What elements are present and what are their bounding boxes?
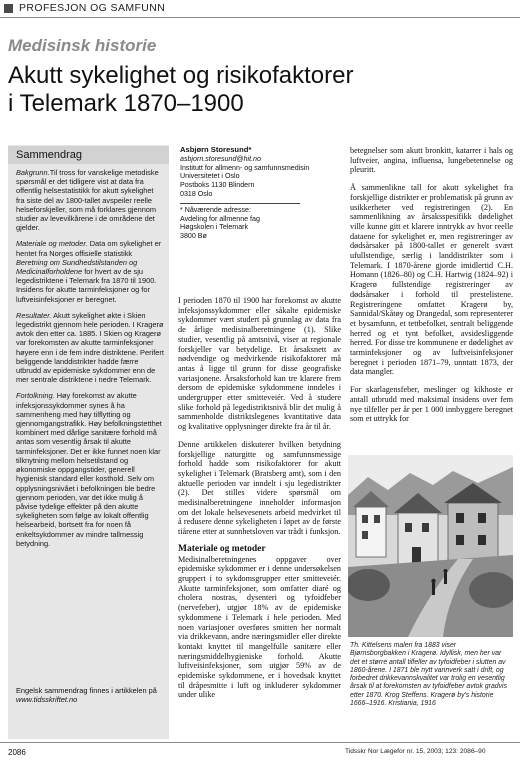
section-marker-icon <box>4 4 13 13</box>
section-heading-materiale: Materiale og metoder <box>178 543 266 554</box>
painting-image <box>348 455 513 637</box>
author-address-4: 0318 Oslo <box>180 189 213 198</box>
author-note-2: Avdeling for allmenne fag <box>180 214 260 223</box>
body-paragraph-3: Medisinalberetningenes oppgaver over epidemiske sykdommer er i denne undersøkelsen gruppert i to sykdomsgrupper etter smitteveiér. Akutte tarminfeksjoner, som omfatter diaré og cholera nostras, dysenteri og tyfoidfeber (nervefeber), utgjør 18% av de epidemiske sykdommene i Telemark i hele perioden. Med noen variasjoner overføres smitten her normalt via drikkevann, andre næringsmidler eller direkte kontakt knyttet til mangelfulle sanitære eller næringsmiddelhygieniske forhold. Akutte luftveisinfeksjoner, som utgjør 59% av de epidemiske sykdommene, er i hovedsak knyttet til dråpesmitte i luft og inkluderer sykdommer under ulike <box>178 554 341 700</box>
page-number: 2086 <box>8 748 26 757</box>
footer-divider <box>0 742 520 743</box>
journal-link[interactable]: www.tidsskriftet.no <box>16 695 78 705</box>
body-paragraph-6: For skarlagensfeber, meslinger og kikhoste er antall utbrudd med maksimal insidens over fem nye tilfeller per år per 1 000 innbyggere beregnet som et uttrykk for <box>350 385 513 424</box>
author-address-2: Universitetet i Oslo <box>180 172 240 181</box>
author-note-4: 3800 Bø <box>180 232 207 241</box>
summary-fortolkning: Fortolkning. Høy forekomst av akutte infeksjonssykdommer synes å ha sammenheng med høy tilflytting og gjennomgangstrafikk. Høy befolkningstetthet kombinert med dårlige sanitære forhold må antas som vesentlig årsak til akutte tarminfeksjoner. Det er ikke funnet noen klar tilknytning mellom helsetilstand og økonomiske oppgangstider, generell hygienisk standard eller kosthold. Selv om opplysningsnivået i befolkningen ble bedre gjennom perioden, var det ikke mulig å påvise tydelige effekter på den akutte sykeligheten som følge av lokalt offentlig helsearbeid, bortsett fra for noen få enkeltsykdommer av mindre tallmessig betydning. <box>16 391 162 548</box>
section-header <box>0 0 520 18</box>
title-line-1: Akutt sykelighet og risikofaktorer <box>8 62 354 89</box>
article-title <box>8 62 508 118</box>
author-name: Asbjørn Storesund* <box>180 145 252 154</box>
author-email[interactable]: asbjorn.storesund@hit.no <box>180 154 261 163</box>
figure-caption: Th. Kittelsens maleri fra 1883 viser Bjørnsborgbakken i Kragerø. Idyllisk, men her var det et større antall tilfeller av tyfoidfeber i slutten av 1860-årene. I 1871 ble nytt vannverk satt i drift, og forbedret drikkevannskvalitet var trolig en vesentlig årsak til at forekomsten av tyfoidfeber avtok gradvis etter 1870. Krog Steffens. Kragerø by's historie 1666–1916. Kristiania, 1916 <box>350 642 508 708</box>
author-address-3: Postboks 1130 Blindern <box>180 181 255 190</box>
summary-body <box>16 168 164 555</box>
body-paragraph-1: I perioden 1870 til 1900 har forekomst av akutte infeksjonssykdommer eller såkalte epidemiske sykdommer vært studert på grunnlag av data fra de årlige medisinalberetningene (1). Slike studier, vesentlig på amtsnivå, viser at regionale forskjeller var betydelige. Et årsaksnett av nødvendige og medvirkende risikofaktorer må antas å ligge til grunn for disse geografiske variasjonene. Årsaksforhold kan tre klarere frem dersom de epidemiske sykdommene inndeles i undergrupper etter smitteveiér. Ved å studere slike forhold på legedistriktsnivå blir det mulig å sammenholde distriktslegenes kvantitative data og kvalitative opplysninger direkte fra år til år. <box>178 296 341 432</box>
summary-resultater: Resultater. Akutt sykelighet økte i Skien legedistrikt gjennom hele perioden. I Kragerø avtok den etter ca. 1885. I Skien og Kragerø var forekomsten av akutte tarminfeksjoner høyere enn i de fem indre distriktene. Perifert beliggende landdistrikter hadde færre utbrudd av epidemiske sykdommer enn de mer sentrale distriktene i nedre Telemark. <box>16 310 164 385</box>
summary-bakgrunn: Bakgrunn.Til tross for vanskelige metodiske spørsmål er det tidligere vist at data fra offentlig helsestatistikk for akutt sykelighet fra siste del av 1800-tallet avspeiler reelle helseforskjeller, som må forklares gjennom studier av levevilkårene i de områdene det gjelder. <box>16 168 159 233</box>
journal-citation: Tidsskr Nor Lægefor nr. 15, 2003; 123: 2086–90 <box>345 748 486 755</box>
body-column-2 <box>350 146 513 424</box>
summary-heading: Sammendrag <box>16 149 83 161</box>
author-note-1: * Nåværende adresse: <box>180 205 251 214</box>
painting-illustration <box>348 455 513 637</box>
section-label: PROFESJON OG SAMFUNN <box>19 2 166 14</box>
summary-heading-bar <box>8 146 169 164</box>
author-block <box>180 146 340 241</box>
author-note-3: Høgskolen i Telemark <box>180 223 249 232</box>
author-address-1: Institutt for allmenn- og samfunnsmedisin <box>180 163 310 172</box>
english-summary-note: Engelsk sammendrag finnes i artikkelen på www.tidsskriftet.no <box>16 686 157 705</box>
article-kicker: Medisinsk historie <box>8 36 157 55</box>
body-paragraph-4: betegnelser som akutt bronkitt, katarrer i hals og luftveier, angina, influensa, lungebetennelse og pleuritt. <box>350 146 513 175</box>
header-divider <box>0 17 520 18</box>
summary-materiale: Materiale og metoder. Data om sykelighet er hentet fra Norges offisielle statistikk Beretning om Sundhedstilstanden og Medicinalforholdene for hvert av de sju legedistriktene i Telemark fra 1870 til 1900. Insidens for akutte tarminfeksjoner og for luftveisinfeksjoner er beregnet. <box>16 239 162 304</box>
title-line-2: i Telemark 1870–1900 <box>8 90 244 117</box>
body-column-1 <box>178 296 341 700</box>
body-paragraph-5: Å sammenlikne tall for akutt sykelighet fra forskjellige distrikter er problematisk på grunn av usikkerheter ved registreringen (2). En sammenlikning av årsaksspesifikk dødelighet ville kunne gitt et klarere inntrykk av hvor reelle dataene for sykelighet er, men registreringer av dødsårsaker på 1800-tallet er generelt svært ufullstendige, særlig i landdistrikter som i Telemark. I 1870-årene gjorde imidlertid C.H. Homann (1826–80) og C.H. Hartwig (1824–92) i Kragerø fullstendige registreringer av dødsårsaker i forhold til prestelistene. Registreringene omfattet Kragerø by, Sannidal/Skåtøy og Drangedal, som representerer et bysamfunn, et tettbefolket, sentralt beliggende herred og et tynt befolket, avsidesliggende herred. For disse tre kommunene er dødelighet av tarminfeksjoner og av luftveisinfeksjoner beregnet i perioden 1871–79, unntatt 1873, der data mangler. <box>350 183 513 377</box>
author-note-divider <box>180 203 300 204</box>
body-paragraph-2: Denne artikkelen diskuterer hvilken betydning forskjellige naturgitte og samfunnsmessige forhold hadde som risikofaktorer for akutt sykelighet i Telemark (Bratsberg amt), som i den aktuelle perioden var inndelt i sju legedistrikter (2). Det stilles videre spørsmål om medisinalberetningene inneholder informasjon om det lokale helsevesenets arbeid medvirket til å redusere denne sykeligheten i løpet av de første tiårene etter at sunnhetsloven var trådt i funksjon. <box>178 439 341 537</box>
